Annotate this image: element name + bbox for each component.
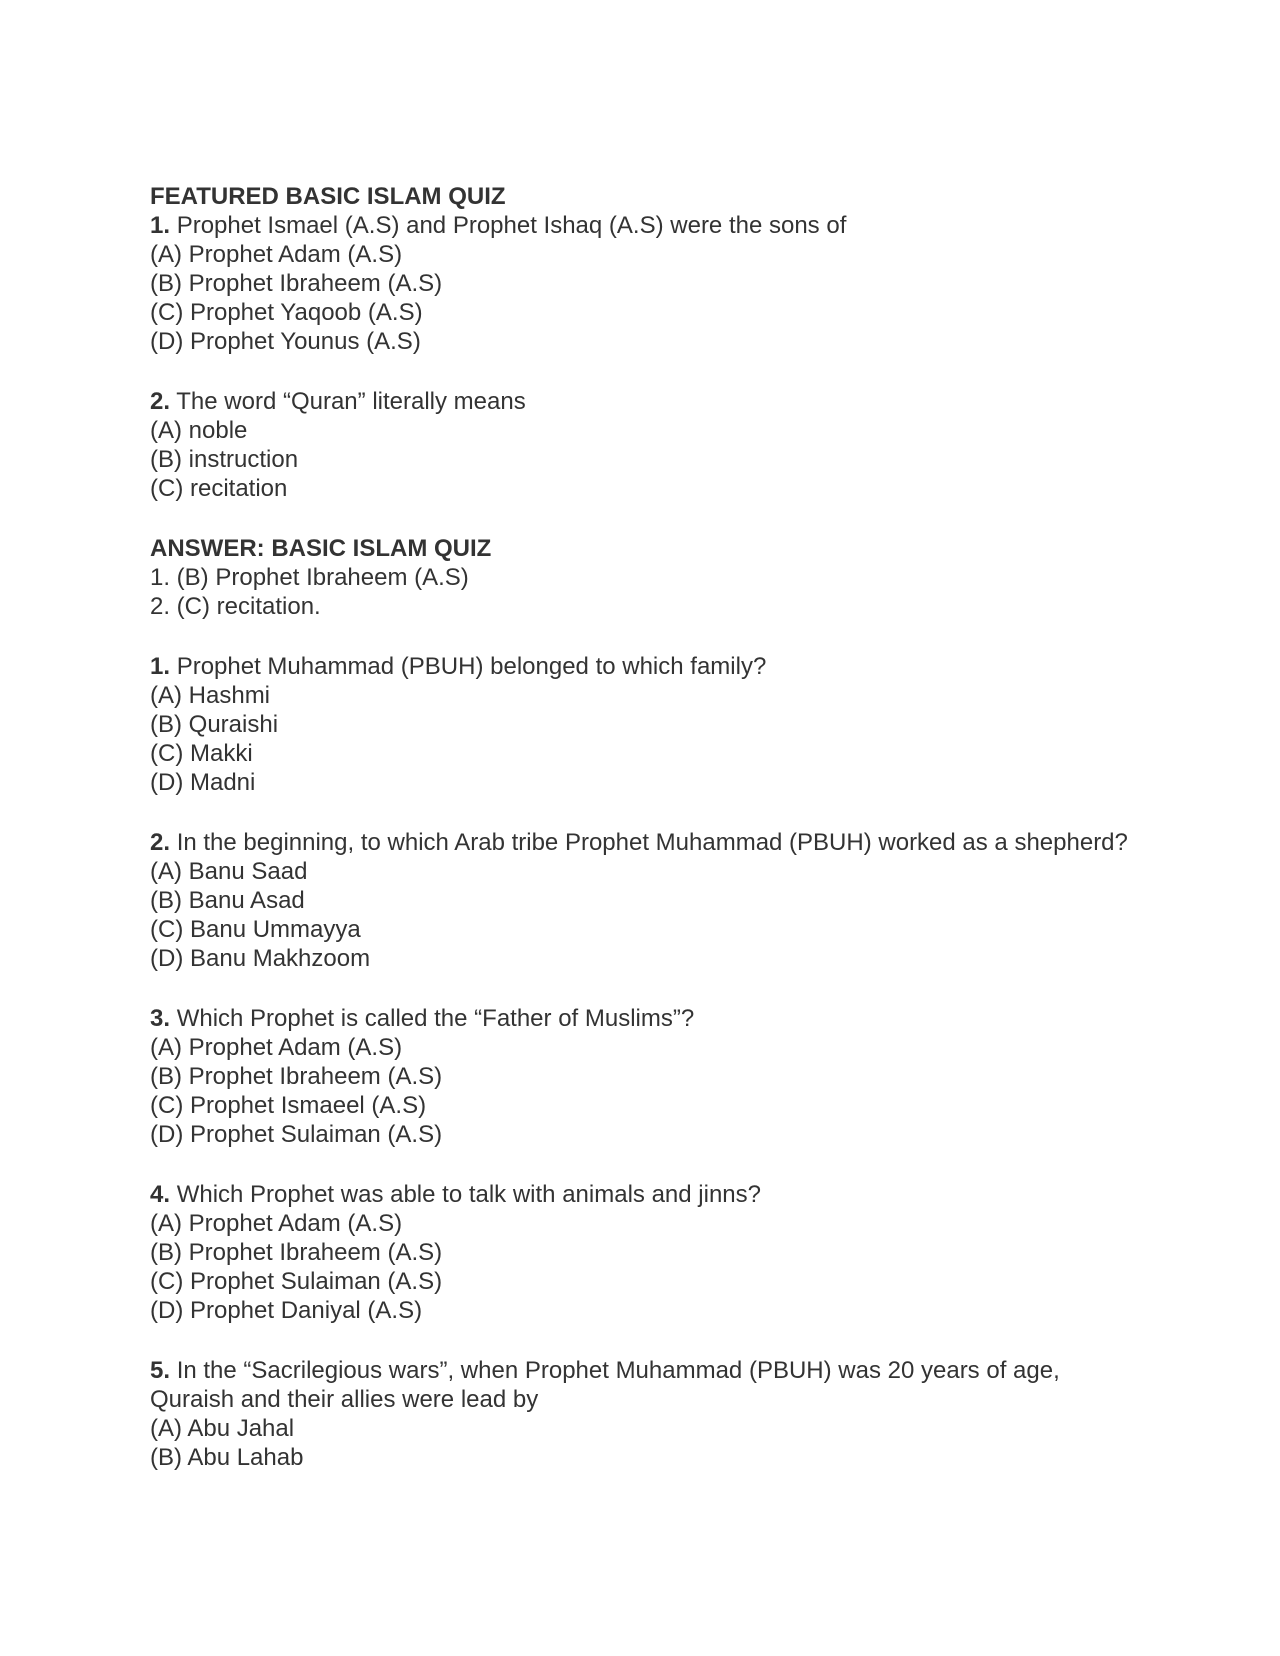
question-number: 2. <box>150 388 171 415</box>
quiz-question-2 <box>150 828 1140 973</box>
answer-option: (A) noble <box>150 417 248 444</box>
answer-option: (D) Madni <box>150 769 256 796</box>
answer-option: (B) Prophet Ibraheem (A.S) <box>150 1063 443 1090</box>
answer-option: (C) Banu Ummayya <box>150 916 361 943</box>
question-text: 3. Which Prophet is called the “Father of Muslims”? <box>150 1005 695 1032</box>
quiz-question-3 <box>150 1004 1140 1149</box>
featured-quiz-heading: FEATURED BASIC ISLAM QUIZ <box>150 183 506 210</box>
answers-list <box>150 563 1140 621</box>
question-text: 2. The word “Quran” literally means <box>150 388 526 415</box>
answer-option: (B) Abu Lahab <box>150 1444 304 1471</box>
answer-option: (C) Prophet Ismaeel (A.S) <box>150 1092 427 1119</box>
featured-question-2 <box>150 387 1140 503</box>
question-number: 1. <box>150 212 171 239</box>
question-text: 4. Which Prophet was able to talk with animals and jinns? <box>150 1181 761 1208</box>
answer-option: (D) Banu Makhzoom <box>150 945 371 972</box>
question-number: 5. <box>150 1357 171 1384</box>
question-text: 1. Prophet Muhammad (PBUH) belonged to which family? <box>150 653 767 680</box>
question-number: 2. <box>150 829 171 856</box>
answer-option: (B) Banu Asad <box>150 887 305 914</box>
answer-item: 1. (B) Prophet Ibraheem (A.S) <box>150 564 469 591</box>
answer-option: (D) Prophet Sulaiman (A.S) <box>150 1121 443 1148</box>
question-number: 1. <box>150 653 171 680</box>
quiz-question-4 <box>150 1180 1140 1325</box>
answer-option: (A) Prophet Adam (A.S) <box>150 241 403 268</box>
answer-option: (D) Prophet Younus (A.S) <box>150 328 421 355</box>
answer-option: (B) Quraishi <box>150 711 279 738</box>
question-text: 5. In the “Sacrilegious wars”, when Prophet Muhammad (PBUH) was 20 years of age, Quraish and their allies were lead by <box>150 1357 1060 1413</box>
question-number: 4. <box>150 1181 171 1208</box>
answer-option: (C) Prophet Sulaiman (A.S) <box>150 1268 443 1295</box>
answer-option: (A) Prophet Adam (A.S) <box>150 1034 403 1061</box>
featured-question-1 <box>150 211 1140 356</box>
answer-item: 2. (C) recitation. <box>150 593 321 620</box>
answer-option: (A) Banu Saad <box>150 858 308 885</box>
answer-option: (C) Prophet Yaqoob (A.S) <box>150 299 423 326</box>
quiz-question-1 <box>150 652 1140 797</box>
question-text: 1. Prophet Ismael (A.S) and Prophet Ishaq (A.S) were the sons of <box>150 212 847 239</box>
document-page <box>150 182 1140 1472</box>
answer-option: (A) Abu Jahal <box>150 1415 295 1442</box>
answer-option: (C) recitation <box>150 475 288 502</box>
question-text: 2. In the beginning, to which Arab tribe Prophet Muhammad (PBUH) worked as a shepherd? <box>150 829 1128 856</box>
answer-option: (A) Hashmi <box>150 682 271 709</box>
answer-option: (B) Prophet Ibraheem (A.S) <box>150 270 443 297</box>
answer-option: (B) instruction <box>150 446 299 473</box>
answer-option: (D) Prophet Daniyal (A.S) <box>150 1297 423 1324</box>
answer-option: (C) Makki <box>150 740 253 767</box>
answers-heading: ANSWER: BASIC ISLAM QUIZ <box>150 535 492 562</box>
quiz-question-5 <box>150 1356 1140 1472</box>
answer-option: (B) Prophet Ibraheem (A.S) <box>150 1239 443 1266</box>
question-number: 3. <box>150 1005 171 1032</box>
answer-option: (A) Prophet Adam (A.S) <box>150 1210 403 1237</box>
